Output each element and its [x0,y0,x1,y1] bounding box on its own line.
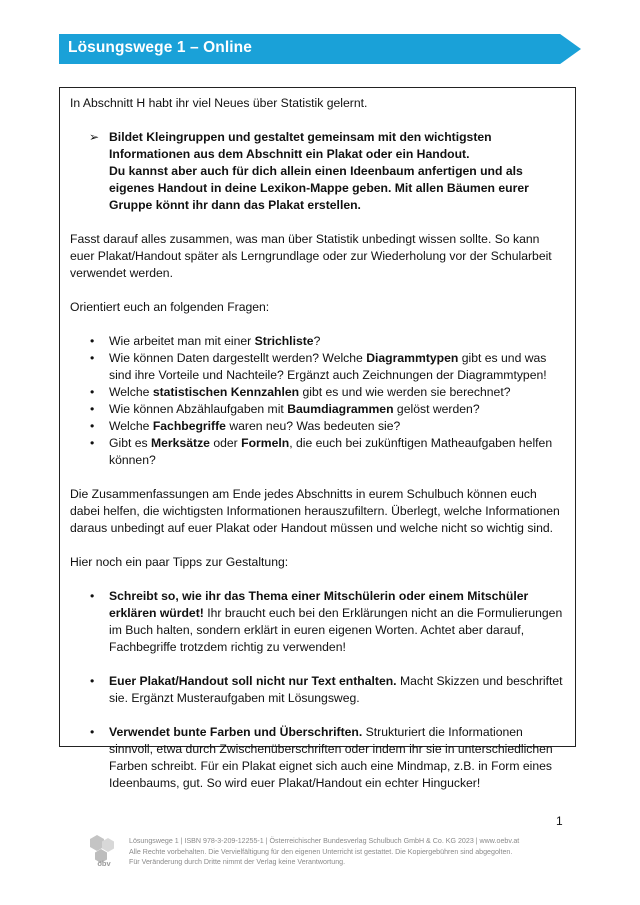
page-title: Lösungswege 1 – Online [68,39,252,56]
logo-text: öbv [97,859,111,868]
list-item: • Wie arbeitet man mit einer Strichliste? [90,334,321,348]
bullet-dot-icon: • [90,402,95,416]
questions-intro: Orientiert euch an folgenden Fragen: [70,300,270,314]
list-item: • Wie können Daten dargestellt werden? Welche Diagrammtypen gibt es und was sind ihre Vorteile und Nachteile? Ergänzt auch Zeichnungen der Diagrammtypen! [90,351,547,382]
bullet-dot-icon: • [90,674,95,688]
tips-intro: Hier noch ein paar Tipps zur Gestaltung: [70,555,289,569]
footer-line-1: Lösungswege 1 | ISBN 978-3-209-12255-1 | Österreichischer Bundesverlag Schulbuch GmbH & Co. KG 2023 | www.oebv.at [129,837,520,845]
summaries-note: Die Zusammenfassungen am Ende jedes Abschnitts in eurem Schulbuch können euch dabei helfen, die wichtigsten Informationen herauszufiltern. Überlegt, welche Informationen daraus unbedingt auf euer Plakat oder Handout müssen und welche nicht so wichtig sind. [70,487,560,535]
list-item: • Gibt es Merksätze oder Formeln, die euch bei zukünftigen Matheaufgaben helfen können? [90,436,553,467]
footer-text [129,836,589,868]
list-item: • Wie können Abzählaufgaben mit Baumdiagrammen gelöst werden? [90,402,480,416]
bullet-dot-icon: • [90,725,95,739]
task-item [70,129,565,214]
bullet-dot-icon: • [90,351,95,365]
bullet-dot-icon: • [90,436,95,450]
arrow-bullet-icon: ➢ [89,130,100,144]
bullet-dot-icon: • [90,419,95,433]
tip-item: • Verwendet bunte Farben und Überschriften. Strukturiert die Informationen sinnvoll, etwa durch Zwischenüberschriften oder indem ihr sie in unterschiedlichen Farben schreibt. Für ein Plakat eignet sich auch eine Mindmap, z.B. in Form eines Ideenbaums, gut. So wird euer Plakat/Handout ein echter Hingucker! [90,725,553,790]
summary-text: Fasst darauf alles zusammen, was man über Statistik unbedingt wissen sollte. So kann euer Plakat/Handout später als Lerngrundlage oder zur Wiederholung vor der Schularbeit verwendet werden. [70,232,552,280]
bullet-dot-icon: • [90,589,95,603]
task-line-2: Du kannst aber auch für dich allein einen Ideenbaum anfertigen und als eigenes Handout in deine Lexikon-Mappe geben. Mit allen Bäumen eurer Gruppe könnt ihr dann das Plakat erstellen. [109,164,529,212]
bullet-dot-icon: • [90,385,95,399]
page-number: 1 [556,814,563,828]
list-item: • Welche Fachbegriffe waren neu? Was bedeuten sie? [90,419,401,433]
tip-item: • Schreibt so, wie ihr das Thema einer Mitschülerin oder einem Mitschüler erklären würdet! Ihr braucht euch bei den Erklärungen nicht an die Formulierungen im Buch halten, sondern erklärt in euren eigenen Worten. Achtet aber darauf, Fachbegriffe trotzdem richtig zu verwenden! [90,589,563,654]
task-line-1: Bildet Kleingruppen und gestaltet gemeinsam mit den wichtigsten Informationen aus dem Abschnitt ein Plakat oder ein Handout. [109,130,492,161]
intro-text: In Abschnitt H habt ihr viel Neues über Statistik gelernt. [70,96,368,110]
content-box [59,87,576,790]
question-list [70,333,565,469]
list-item: • Welche statistischen Kennzahlen gibt es und wie werden sie berechnet? [90,385,511,399]
footer-line-2: Alle Rechte vorbehalten. Die Vervielfältigung für den eigenen Unterricht ist gestattet. Die Kopiergebühren sind abgegolten. [129,847,513,856]
tips-list [70,588,565,792]
obv-logo-icon [88,834,120,868]
tip-item: • Euer Plakat/Handout soll nicht nur Text enthalten. Macht Skizzen und beschriftet sie. Ergänzt Musteraufgaben mit Lösungsweg. [90,674,563,705]
bullet-dot-icon: • [90,334,95,348]
footer-line-3: Für Veränderung durch Dritte nimmt der Verlag keine Verantwortung. [129,858,346,866]
